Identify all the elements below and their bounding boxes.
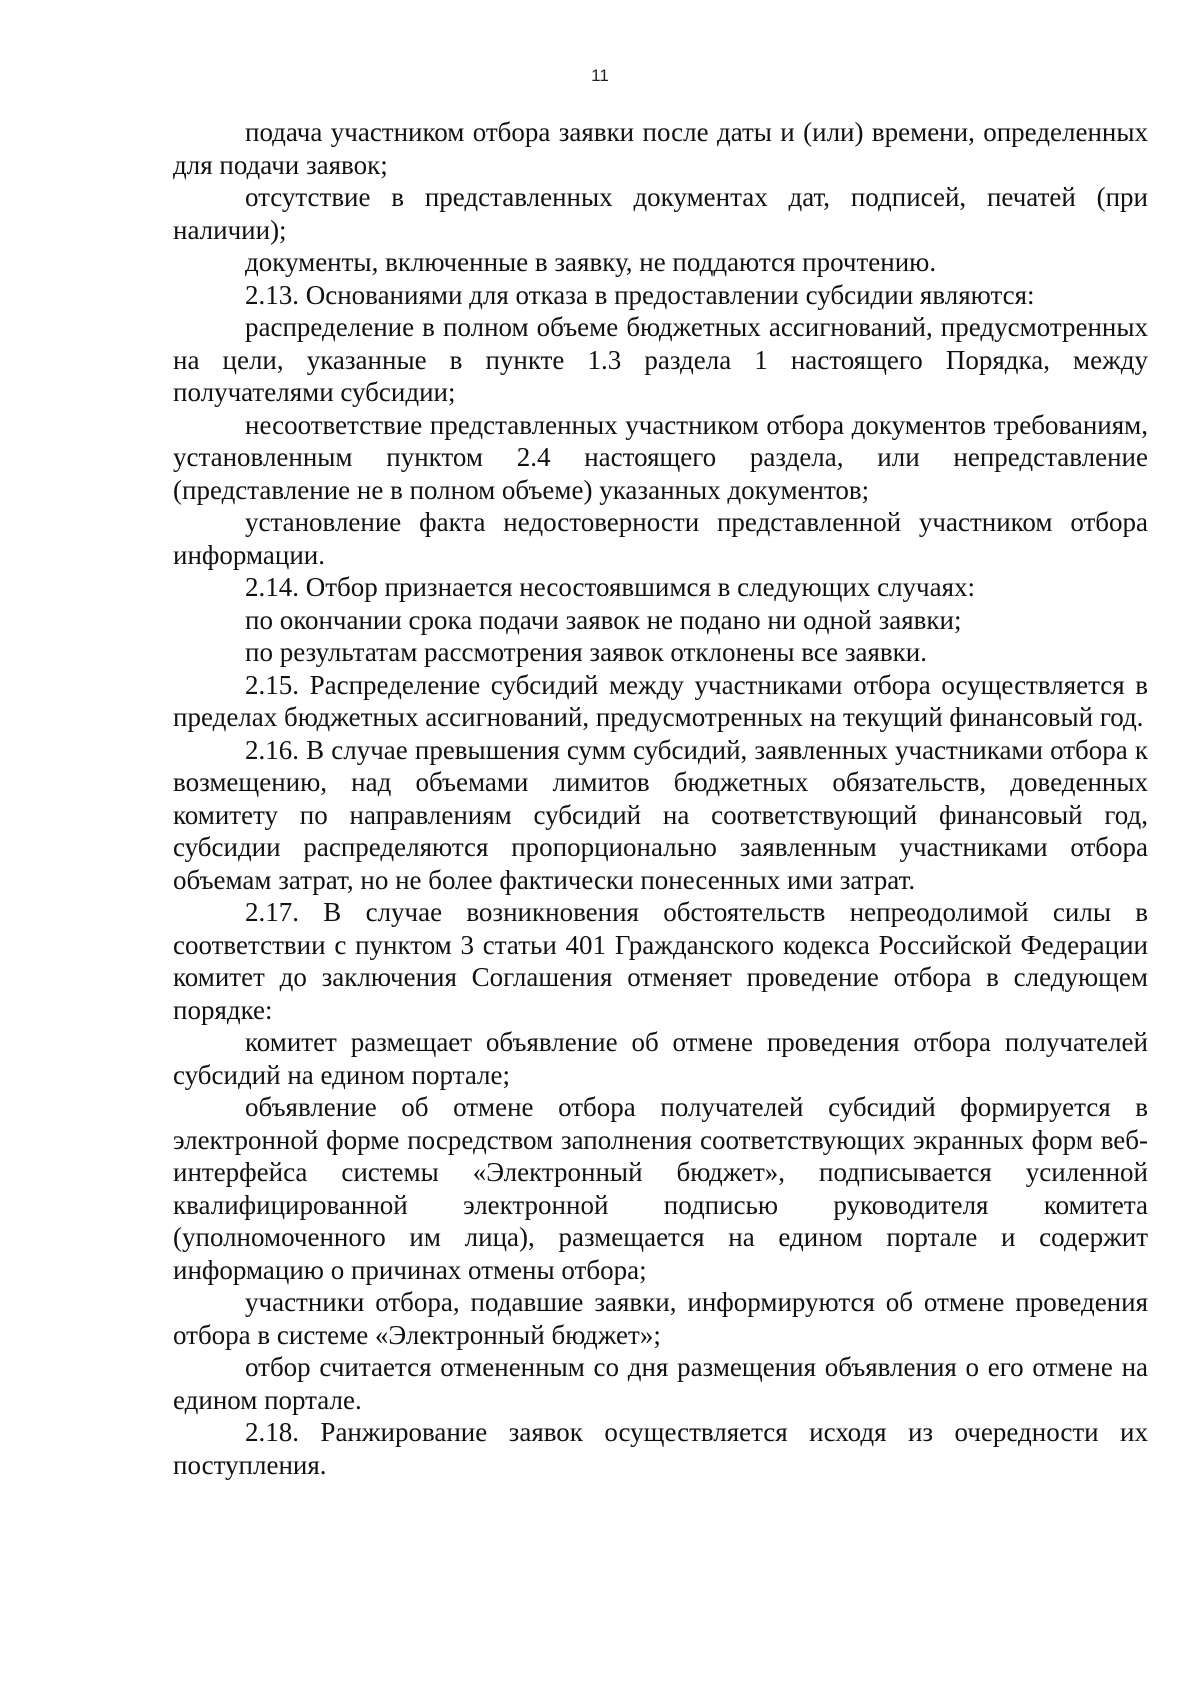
paragraph: распределение в полном объеме бюджетных ассигнований, предусмотренных на цели, указанные в пункте 1.3 раздела 1 настоящего Порядка, между получателями субсидии; bbox=[173, 312, 1148, 407]
paragraph: отсутствие в представленных документах дат, подписей, печатей (при наличии); bbox=[173, 182, 1148, 245]
paragraph: по результатам рассмотрения заявок отклонены все заявки. bbox=[245, 637, 927, 667]
paragraph: 2.16. В случае превышения сумм субсидий, заявленных участниками отбора к возмещению, над объемами лимитов бюджетных обязательств, доведенных комитету по направлениям субсидий на соответствующий финансовый год, субсидии распределяются пропорционально заявленным участниками отбора объемам затрат, но не более фактически понесенных ими затрат. bbox=[173, 734, 1148, 895]
paragraph: комитет размещает объявление об отмене проведения отбора получателей субсидий на едином портале; bbox=[173, 1027, 1148, 1090]
paragraph: отбор считается отмененным со дня размещения объявления о его отмене на едином портале. bbox=[173, 1352, 1148, 1415]
paragraph: 2.17. В случае возникновения обстоятельств непреодолимой силы в соответствии с пунктом 3 статьи 401 Гражданского кодекса Российской Федерации комитет до заключения Соглашения отменяет проведение отбора в следующем порядке: bbox=[173, 897, 1148, 1025]
paragraph: 2.18. Ранжирование заявок осуществляется исходя из очередности их поступления. bbox=[173, 1417, 1148, 1480]
paragraph: участники отбора, подавшие заявки, информируются об отмене проведения отбора в системе «Электронный бюджет»; bbox=[173, 1287, 1148, 1350]
paragraph: несоответствие представленных участником отбора документов требованиям, установленным пунктом 2.4 настоящего раздела, или непредставление (представление не в полном объеме) указанных документов; bbox=[173, 409, 1148, 505]
paragraph: объявление об отмене отбора получателей субсидий формируется в электронной форме посредством заполнения соответствующих экранных форм веб-интерфейса системы «Электронный бюджет», подписывается усиленной квалифицированной электронной подписью руководителя комитета (уполномоченного им лица), размещается на едином портале и содержит информацию о причинах отмены отбора; bbox=[173, 1092, 1148, 1285]
paragraph: подача участником отбора заявки после даты и (или) времени, определенных для подачи заявок; bbox=[173, 117, 1148, 180]
paragraph: 2.15. Распределение субсидий между участниками отбора осуществляется в пределах бюджетных ассигнований, предусмотренных на текущий финансовый год. bbox=[173, 669, 1148, 732]
paragraph: 2.13. Основаниями для отказа в предоставлении субсидии являются: bbox=[245, 279, 1035, 310]
page-number: 11 bbox=[591, 66, 609, 85]
paragraph: 2.14. Отбор признается несостоявшимся в следующих случаях: bbox=[245, 572, 976, 602]
paragraph: по окончании срока подачи заявок не подано ни одной заявки; bbox=[245, 604, 962, 635]
document-body bbox=[173, 116, 1148, 1481]
paragraph: документы, включенные в заявку, не поддаются прочтению. bbox=[245, 247, 937, 277]
paragraph: установление факта недостоверности представленной участником отбора информации. bbox=[173, 507, 1148, 570]
